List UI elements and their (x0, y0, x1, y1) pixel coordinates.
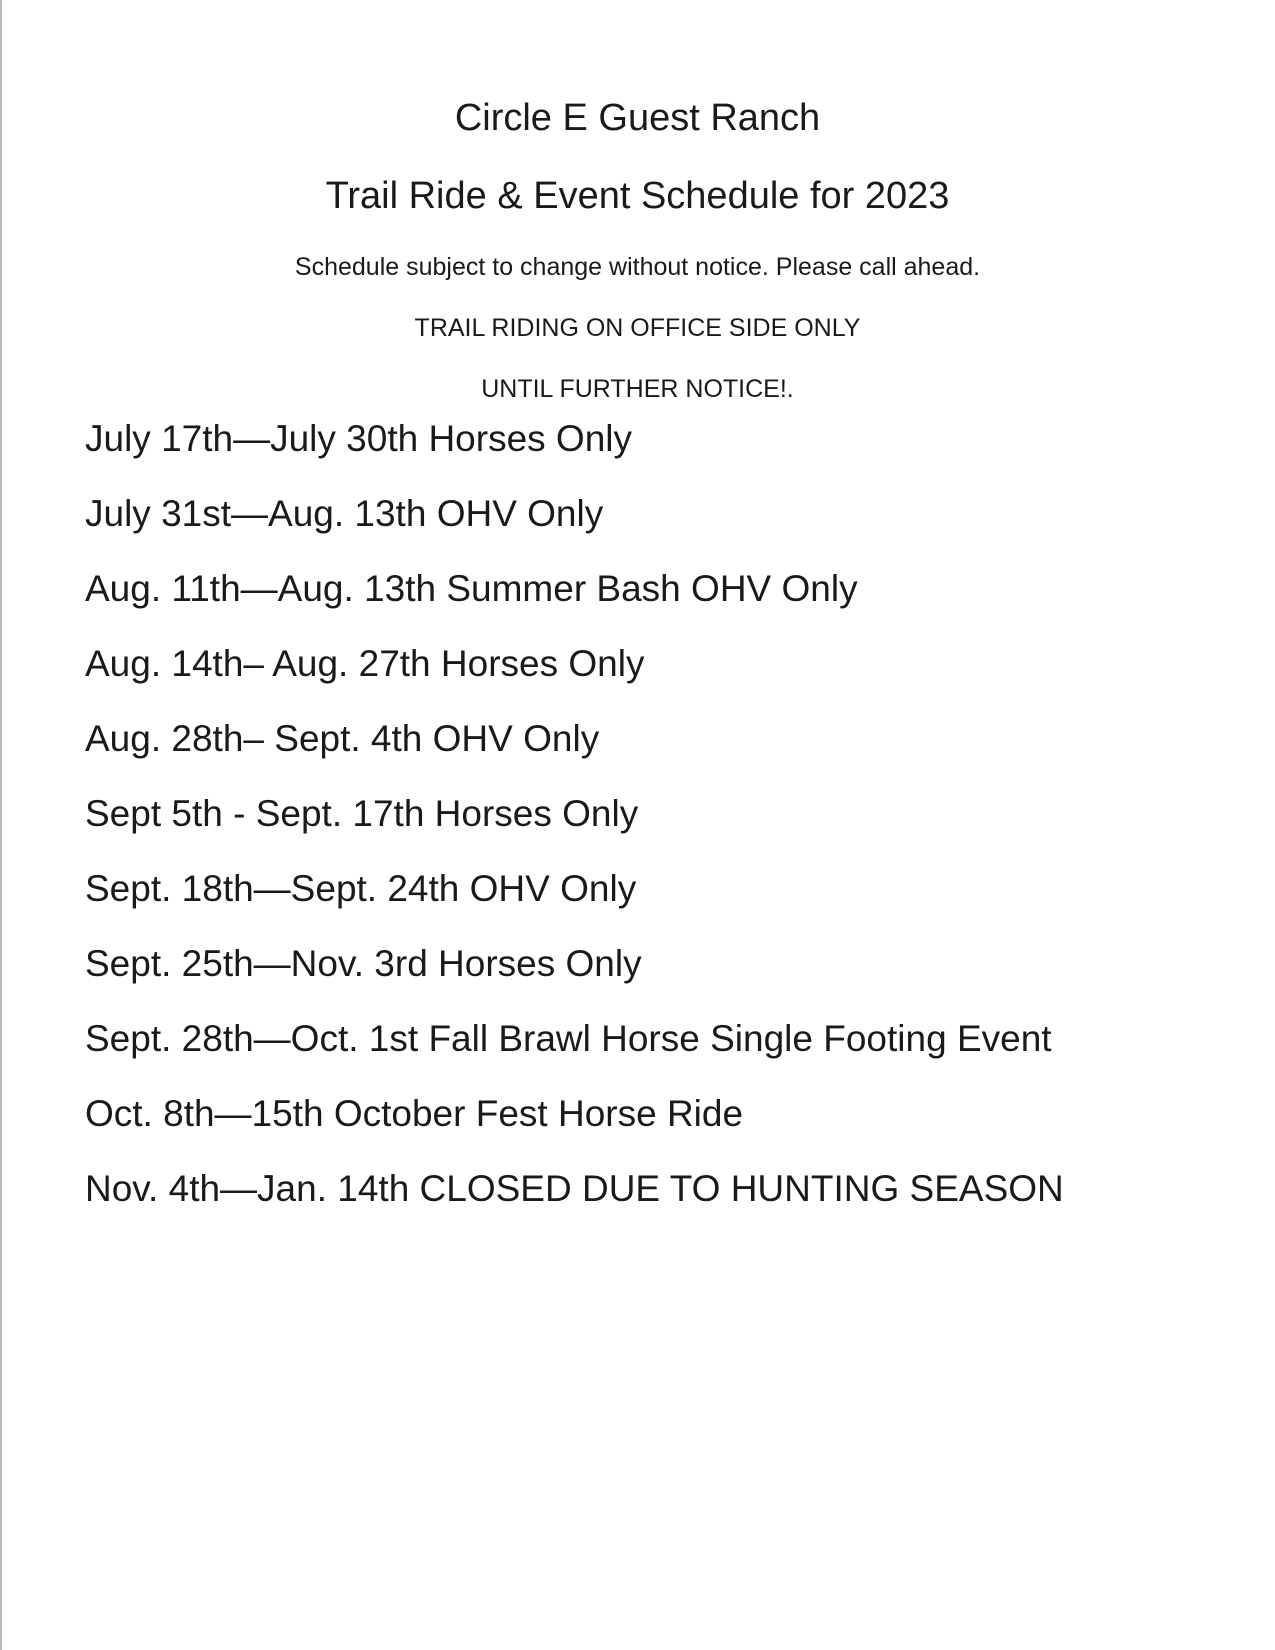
schedule-item: Sept. 25th—Nov. 3rd Horses Only (85, 943, 642, 984)
trail-notice-line-1: TRAIL RIDING ON OFFICE SIDE ONLY (414, 314, 861, 342)
schedule-item: Sept 5th - Sept. 17th Horses Only (85, 793, 639, 834)
schedule-item: Sept. 18th—Sept. 24th OHV Only (85, 868, 637, 909)
schedule-item: Aug. 28th– Sept. 4th OHV Only (85, 718, 600, 759)
change-notice: Schedule subject to change without notice. Please call ahead. (294, 253, 981, 281)
schedule-item: July 17th—July 30th Horses Only (85, 418, 633, 459)
schedule-item: Nov. 4th—Jan. 14th CLOSED DUE TO HUNTING SEASON (85, 1168, 1064, 1209)
schedule-item: Sept. 28th—Oct. 1st Fall Brawl Horse Single Footing Event (85, 1018, 1052, 1059)
ranch-name: Circle E Guest Ranch (454, 97, 821, 139)
schedule-item: Aug. 11th—Aug. 13th Summer Bash OHV Only (85, 568, 858, 609)
schedule-item: July 31st—Aug. 13th OHV Only (85, 493, 604, 534)
schedule-title: Trail Ride & Event Schedule for 2023 (325, 175, 950, 217)
schedule-item: Aug. 14th– Aug. 27th Horses Only (85, 643, 645, 684)
page-edge (0, 0, 2, 1650)
schedule-item: Oct. 8th—15th October Fest Horse Ride (85, 1093, 744, 1134)
trail-notice-line-2: UNTIL FURTHER NOTICE!. (481, 375, 794, 403)
